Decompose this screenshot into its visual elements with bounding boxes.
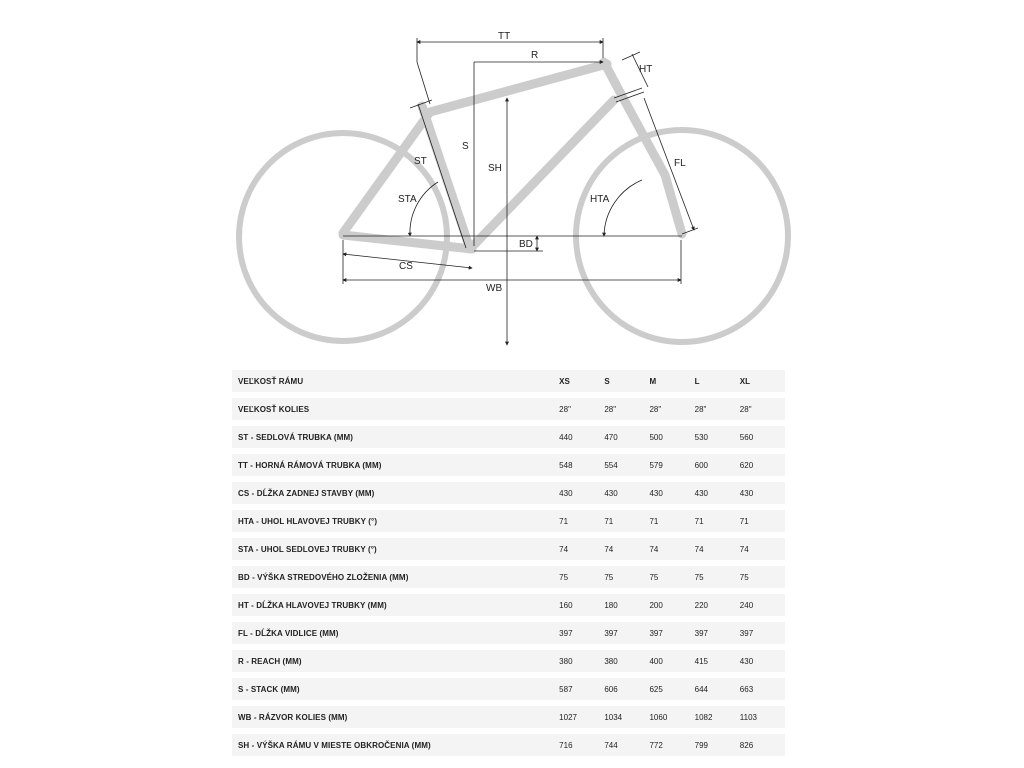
value-cell: 75 <box>740 566 785 588</box>
table-row <box>232 566 785 588</box>
row-label: ST - SEDLOVÁ TRUBKA (MM) <box>232 426 559 448</box>
table-row <box>232 398 785 420</box>
fl-label: FL <box>674 158 686 169</box>
value-cell: 606 <box>604 678 649 700</box>
value-cell: 380 <box>559 650 604 672</box>
value-cell: 71 <box>695 510 740 532</box>
size-header-cell: S <box>604 370 649 392</box>
row-label: HTA - UHOL HLAVOVEJ TRUBKY (°) <box>232 510 559 532</box>
seat-stay <box>343 112 430 233</box>
value-cell: 430 <box>740 650 785 672</box>
value-cell: 28" <box>740 398 785 420</box>
value-cell: 397 <box>559 622 604 644</box>
value-cell: 220 <box>695 594 740 616</box>
tt-label: TT <box>498 31 511 42</box>
value-cell: 200 <box>649 594 694 616</box>
value-cell: 397 <box>649 622 694 644</box>
value-cell: 470 <box>604 426 649 448</box>
value-cell: 71 <box>604 510 649 532</box>
table-row <box>232 510 785 532</box>
value-cell: 75 <box>695 566 740 588</box>
fork <box>622 96 682 234</box>
value-cell: 74 <box>604 538 649 560</box>
s-label: S <box>462 141 469 152</box>
value-cell: 1060 <box>649 706 694 728</box>
value-cell: 430 <box>695 482 740 504</box>
row-label: FL - DĹŽKA VIDLICE (MM) <box>232 622 559 644</box>
table-row <box>232 454 785 476</box>
value-cell: 71 <box>649 510 694 532</box>
value-cell: 625 <box>649 678 694 700</box>
value-cell: 71 <box>740 510 785 532</box>
value-cell: 772 <box>649 734 694 756</box>
value-cell: 1082 <box>695 706 740 728</box>
value-cell: 579 <box>649 454 694 476</box>
hta-label: HTA <box>590 194 610 205</box>
tt-left-slant <box>417 62 430 104</box>
table-row <box>232 426 785 448</box>
value-cell: 28" <box>604 398 649 420</box>
geometry-table-body <box>232 370 785 756</box>
head-tube <box>604 62 622 96</box>
value-cell: 644 <box>695 678 740 700</box>
value-cell: 663 <box>740 678 785 700</box>
table-row <box>232 622 785 644</box>
value-cell: 530 <box>695 426 740 448</box>
table-row <box>232 734 785 756</box>
top-tube <box>430 64 607 112</box>
value-cell: 560 <box>740 426 785 448</box>
fl-dimension-line <box>644 98 694 230</box>
value-cell: 1034 <box>604 706 649 728</box>
row-label: STA - UHOL SEDLOVEJ TRUBKY (°) <box>232 538 559 560</box>
geometry-table <box>232 364 785 762</box>
value-cell: 180 <box>604 594 649 616</box>
row-label: VEĽKOSŤ KOLIES <box>232 398 559 420</box>
size-header-cell: XL <box>740 370 785 392</box>
sh-label: SH <box>488 163 502 174</box>
value-cell: 415 <box>695 650 740 672</box>
value-cell: 397 <box>740 622 785 644</box>
value-cell: 28" <box>695 398 740 420</box>
bd-label: BD <box>519 239 533 250</box>
value-cell: 74 <box>740 538 785 560</box>
table-header-row <box>232 370 785 392</box>
size-header-cell: M <box>649 370 694 392</box>
table-row <box>232 678 785 700</box>
table-row <box>232 594 785 616</box>
value-cell: 826 <box>740 734 785 756</box>
row-label: CS - DĹŽKA ZADNEJ STAVBY (MM) <box>232 482 559 504</box>
value-cell: 28" <box>559 398 604 420</box>
r-label: R <box>531 50 539 61</box>
value-cell: 440 <box>559 426 604 448</box>
value-cell: 620 <box>740 454 785 476</box>
table-row <box>232 538 785 560</box>
value-cell: 500 <box>649 426 694 448</box>
row-label: HT - DĹŽKA HLAVOVEJ TRUBKY (MM) <box>232 594 559 616</box>
value-cell: 74 <box>695 538 740 560</box>
value-cell: 430 <box>604 482 649 504</box>
row-label: R - REACH (MM) <box>232 650 559 672</box>
row-label: SH - VÝŠKA RÁMU V MIESTE OBKROČENIA (MM) <box>232 734 559 756</box>
value-cell: 400 <box>649 650 694 672</box>
value-cell: 1027 <box>559 706 604 728</box>
value-cell: 71 <box>559 510 604 532</box>
value-cell: 744 <box>604 734 649 756</box>
value-cell: 799 <box>695 734 740 756</box>
table-row <box>232 650 785 672</box>
value-cell: 380 <box>604 650 649 672</box>
value-cell: 397 <box>604 622 649 644</box>
size-header-cell: XS <box>559 370 604 392</box>
value-cell: 430 <box>740 482 785 504</box>
sta-label: STA <box>398 194 417 205</box>
value-cell: 587 <box>559 678 604 700</box>
value-cell: 716 <box>559 734 604 756</box>
value-cell: 397 <box>695 622 740 644</box>
bike-frame <box>343 62 682 249</box>
value-cell: 554 <box>604 454 649 476</box>
value-cell: 28" <box>649 398 694 420</box>
wb-label: WB <box>486 283 503 294</box>
chain-stay <box>343 235 472 249</box>
row-label: WB - RÁZVOR KOLIES (MM) <box>232 706 559 728</box>
hta-angle-arc <box>604 180 642 236</box>
value-cell: 430 <box>559 482 604 504</box>
value-cell: 160 <box>559 594 604 616</box>
value-cell: 1103 <box>740 706 785 728</box>
bike-geometry-diagram <box>0 0 1024 360</box>
table-row <box>232 482 785 504</box>
value-cell: 74 <box>559 538 604 560</box>
ht-label: HT <box>639 64 653 75</box>
value-cell: 548 <box>559 454 604 476</box>
cs-label: CS <box>399 261 413 272</box>
row-label: BD - VÝŠKA STREDOVÉHO ZLOŽENIA (MM) <box>232 566 559 588</box>
table-row <box>232 706 785 728</box>
value-cell: 430 <box>649 482 694 504</box>
value-cell: 240 <box>740 594 785 616</box>
st-label: ST <box>414 156 427 167</box>
row-label: S - STACK (MM) <box>232 678 559 700</box>
ht-top-tick <box>622 52 640 60</box>
value-cell: 600 <box>695 454 740 476</box>
size-header-cell: L <box>695 370 740 392</box>
value-cell: 75 <box>559 566 604 588</box>
value-cell: 74 <box>649 538 694 560</box>
table-header-label: VEĽKOSŤ RÁMU <box>232 370 559 392</box>
value-cell: 75 <box>604 566 649 588</box>
value-cell: 75 <box>649 566 694 588</box>
row-label: TT - HORNÁ RÁMOVÁ TRUBKA (MM) <box>232 454 559 476</box>
